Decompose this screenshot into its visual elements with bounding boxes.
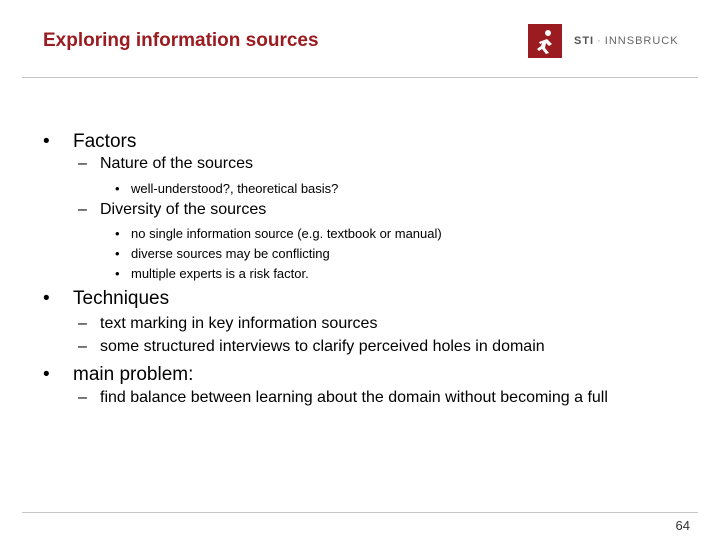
bullet-marker: • (115, 246, 120, 261)
bullet-text: Factors (73, 131, 137, 152)
bullet-marker: • (115, 266, 120, 281)
subbullet-text: some structured interviews to clarify perceived holes in domain (100, 338, 545, 355)
sub-subbullet-diversity-2 (115, 246, 330, 261)
sub-subbullet-nature-1 (115, 181, 338, 196)
subbullet-text: Nature of the sources (100, 155, 253, 172)
bullet-factors (43, 131, 136, 153)
bullet-text: main problem: (73, 364, 194, 385)
dash-marker: – (78, 201, 87, 218)
sub-subbullet-diversity-1 (115, 226, 442, 241)
dash-marker: – (78, 155, 87, 172)
sub-subbullet-text: multiple experts is a risk factor. (131, 266, 309, 281)
subbullet-nature (78, 155, 253, 173)
dash-marker: – (78, 389, 87, 406)
bullet-marker: • (43, 131, 50, 152)
page-number: 64 (675, 518, 690, 533)
bullet-marker: • (43, 288, 50, 309)
bullet-marker: • (43, 364, 50, 385)
sub-subbullet-text: well-understood?, theoretical basis? (131, 181, 339, 196)
subbullet-techniques-2 (78, 338, 545, 356)
logo-location: INNSBRUCK (604, 35, 679, 47)
bullet-marker: • (115, 181, 120, 196)
sub-subbullet-diversity-3 (115, 266, 309, 281)
subbullet-text: Diversity of the sources (100, 201, 267, 218)
sti-innsbruck-logo (528, 24, 679, 58)
logo-brand: STI (574, 35, 595, 47)
sub-subbullet-text: diverse sources may be conflicting (131, 246, 330, 261)
subbullet-diversity (78, 201, 266, 219)
sub-subbullet-text: no single information source (e.g. textbook or manual) (131, 226, 442, 241)
bullet-marker: • (115, 226, 120, 241)
subbullet-text: find balance between learning about the domain without becoming a full (100, 389, 608, 406)
subbullet-techniques-1 (78, 315, 377, 333)
dash-marker: – (78, 315, 87, 332)
logo-wordmark (574, 35, 679, 47)
footer-divider (22, 512, 698, 513)
slide-title: Exploring information sources (43, 30, 319, 51)
subbullet-text: text marking in key information sources (100, 315, 378, 332)
bullet-text: Techniques (73, 288, 170, 309)
bullet-techniques (43, 288, 169, 310)
header-divider (22, 77, 698, 78)
dash-marker: – (78, 338, 87, 355)
subbullet-problem-1 (78, 389, 608, 407)
bullet-main-problem (43, 364, 193, 386)
logo-separator: · (597, 35, 602, 47)
sti-logo-icon (528, 24, 562, 58)
